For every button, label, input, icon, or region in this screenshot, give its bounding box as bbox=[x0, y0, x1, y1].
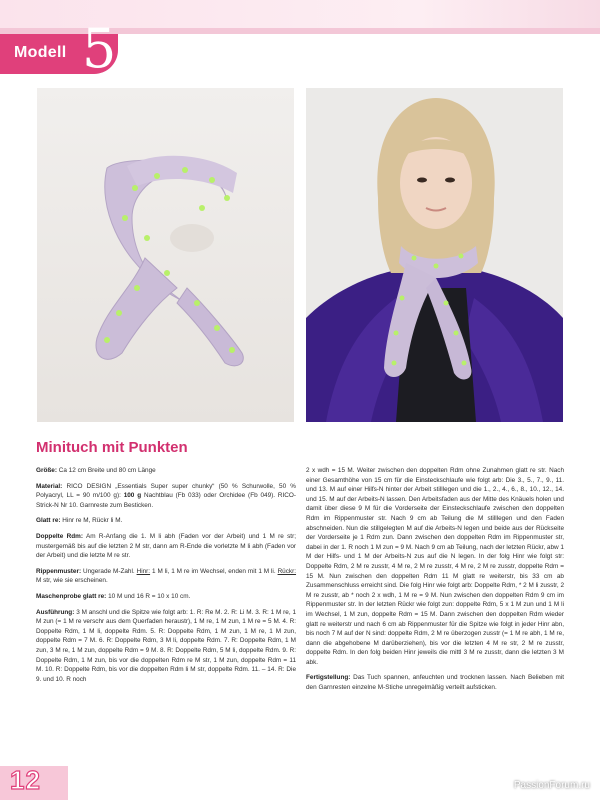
article-title: Minituch mit Punkten bbox=[36, 439, 188, 456]
scarf-flatlay-photo bbox=[37, 88, 294, 422]
material-paragraph: Material: RICO DESIGN „Essentials Super super chunky“ (50 % Schurwolle, 50 % Polyacryl, LL = 90 m/100 g): 100 g Nachtblau (Fb 033) oder Orchidee (Fb 049). RICO-Strick-N Nr 10. Garnreste zum Besticken. bbox=[36, 482, 297, 509]
fertigstellung-paragraph: Fertigstellung: Das Tuch spannen, anfeuchten und trocknen lassen. Nach Belieben mit den Garnresten einzelne M-Stiche unregelmäßig verteilt aufsticken. bbox=[306, 674, 565, 692]
continuation-paragraph: 2 x wdh = 15 M. Weiter zwischen den doppelten Rdm ohne Zunahmen glatt re str. Nach einer Gesamthöhe von 15 cm für die Einsteckschlaufe wie folgt arb: Die 3., 5., 7., 9., 11. und 13. M auf einer Hilfs-N hinter der Arbeit stilllegen und die 1., 2., 4., 6., 8., 10., 12., 14. und 15. M auf der Arbeits-N lassen. Den Arbeitsfaden aus der Mitte des Knäuels holen und damit über diese 9 M für die Vorderseite der Einsteckschlaufe zwischen den doppelten Rdm im Rippenmuster str. Nach 9 cm ab Teilung die M stilllegen und den Faden abschneiden. Nun die stillgelegten M auf die Arbeits-N legen und beide aus der Rückseite der Vorderseite je 1 Rdm zun. Dann zwischen den doppelten Rdm im Rippenmuster str, dabei in der 1. R noch 1 M zun = 9 M. Nach 9 cm ab Teilung, nach der letzten Rückr, abw 1 M der Hilfs- und 1 M der Arbeits-N zus auf die N legen. In der folg Hinr wie folgt str: Doppelte Rdm, 2 M re zusstr, 4 M re, 2 M re zusstr, 4 M re, 2 M re zusstr, doppelte Rdm = 15 M. Nun zwischen den doppelten Rdm 11 M glatt re weiterstr, bis 33 cm ab Zusammenschluss erreicht sind. Die folg Hinr wie folgt arb: Doppelte Rdm, * 2 M li zusstr, 2 M re zusstr, ab * noch 2 x wdh, 1 M re = 9 M. Nun zwischen den doppelten Rdm 9 cm im Rippenmuster str. In der letzten Rückr wie folgt zun: doppelte Rdm, 5 x 1 M zun und 1 M li im Wechsel, 1 M zun, doppelte Rdm = 15 M. Dann zwischen den doppelten Rdm wieder glatt re weiterstr und nach 6 cm ab Rippenmuster für die Spitze wie folgt in jeder Hinr abn, bis noch 7 M auf der N sind: doppelte Rdm, 2 M re überzogen zusstr (= 1 M re abh, 1 M re, dann die abgehobene M darüberziehen), bis vor die letzten 4 M re str, 2 M re zusstr, doppelte Rdm. In den folg beiden Hinr jeweils die mittl 3 M re zusstr, dann die letzten 3 M abk. bbox=[306, 467, 564, 666]
instructions-right-column bbox=[306, 466, 564, 699]
page-number: 12 bbox=[10, 765, 41, 795]
model-label: Modell bbox=[14, 44, 67, 61]
rippen-paragraph: Rippenmuster: Ungerade M-Zahl. Hinr: 1 M li, 1 M re im Wechsel, enden mit 1 M li. Rückr: M str, wie sie erscheinen. bbox=[36, 567, 297, 585]
glatt-paragraph: Glatt re: Hinr re M, Rückr li M. bbox=[36, 517, 123, 525]
maschenprobe-paragraph: Maschenprobe glatt re: 10 M und 16 R = 10 x 10 cm. bbox=[36, 592, 191, 600]
instructions-left-column bbox=[36, 466, 296, 690]
ausfuehrung-paragraph: Ausführung: 3 M anschl und die Spitze wie folgt arb: 1. R: Re M. 2. R: Li M. 3. R: 1 M re, 1 M zun (= 1 M re verschr aus dem Querfaden heraustr), 1 M re, 1 M zun, 1 M re = 5 M. 4. R: Doppelte Rdm, 1 M li, doppelte Rdm. 5. R: Doppelte Rdm, 1 M zun, 1 M re, 1 M zun, doppelte Rdm = 7 M. 6. R: Doppelte Rdm, 3 M li, doppelte Rdm. 7. R: Doppelte Rdm, 1 M zun, 3 M re, 1 M zun, doppelte Rdm = 9 M. 8. R: Doppelte Rdm, 5 M li, doppelte Rdm. 9. R: Doppelte Rdm, 1 M zun, bis vor die doppelten Rdm re M str, 1 M zun, doppelte Rdm = 11 M. 10. R: Doppelte Rdm, bis vor die doppelten Rdm li M str, doppelte Rdm. 11. – 14. R: Die 9. und 10. R noch bbox=[36, 608, 296, 683]
watermark: PassionForum.ru bbox=[513, 780, 590, 791]
model-number: 5 bbox=[82, 17, 117, 80]
model-wearing-scarf-photo bbox=[306, 88, 563, 422]
size-paragraph: Größe: Ca 12 cm Breite und 80 cm Länge bbox=[36, 467, 156, 474]
rdm-paragraph: Doppelte Rdm: Am R-Anfang die 1. M li abh (Faden vor der Arbeit) und 1 M re str; mustergemäß bis auf die letzten 2 M str, dann am R-Ende die vorletzte M li abh (Faden vor der Arbeit) und die letzte M re str. bbox=[36, 532, 296, 560]
